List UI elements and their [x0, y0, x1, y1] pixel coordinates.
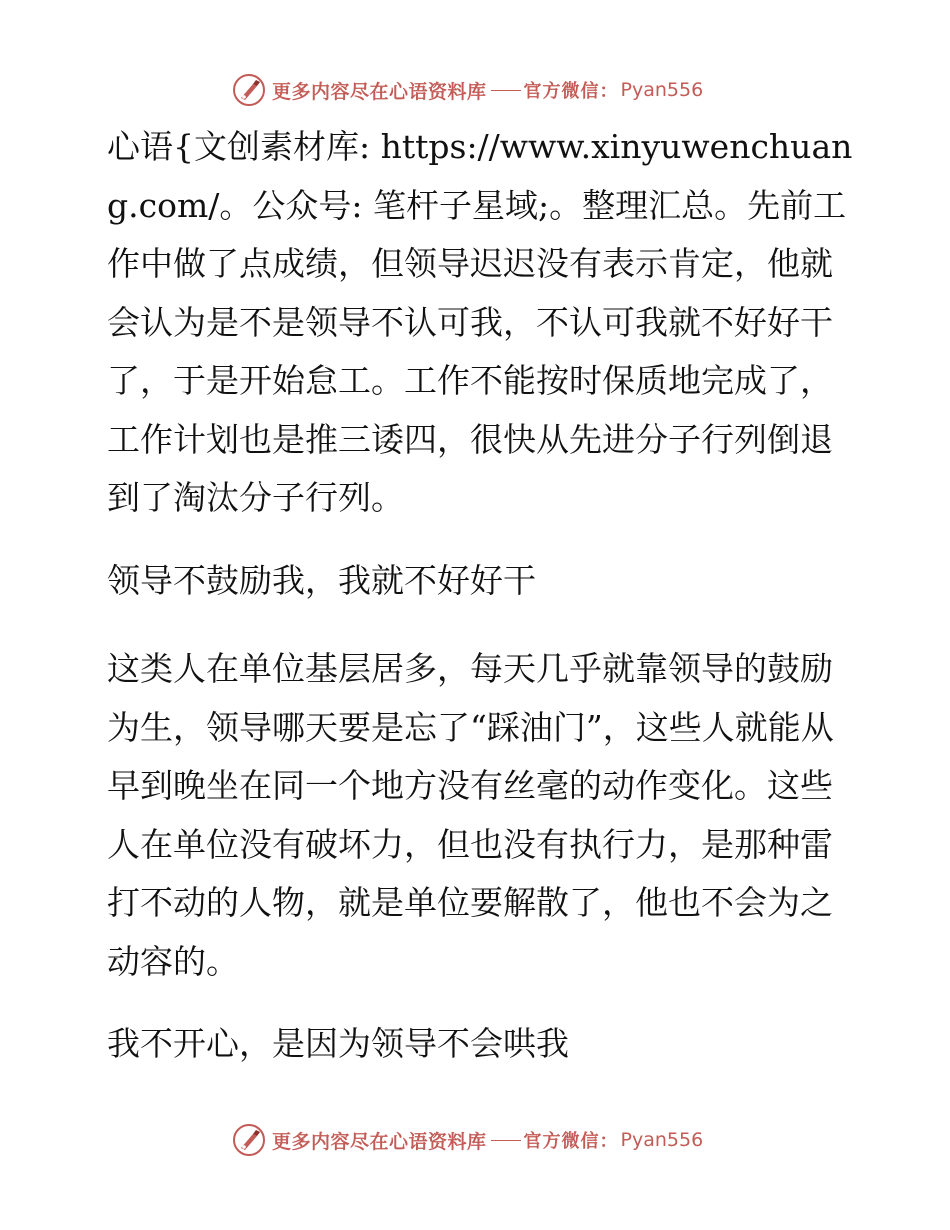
watermark-brand: 更多内容尽在心语资料库: [272, 1130, 487, 1153]
watermark-wechat-id: Pyan556: [620, 1129, 704, 1151]
pen-logo-icon: [232, 1123, 266, 1157]
watermark-official: 官方微信：: [523, 1131, 619, 1152]
paragraph-section-1: 这类人在单位基层居多，每天几乎就靠领导的鼓励为生，领导哪天要是忘了“踩油门”，这些人就能从早到晚坐在同一个地方没有丝毫的动作变化。这些人在单位没有破坏力，但也没有执行力，是那种雷打不动的人物，就是单位要解散了，他也不会为之动容的。: [107, 649, 834, 981]
watermark-dash: [491, 1140, 521, 1141]
section-heading-1: 领导不鼓励我，我就不好好干: [107, 560, 536, 600]
watermark-dash: [491, 90, 521, 91]
document-body: [97, 118, 857, 1074]
header-watermark: [232, 70, 703, 110]
paragraph-intro: 心语{文创素材库: https://www.xinyuwenchuang.com/。公众号: 笔杆子星域;。整理汇总。先前工作中做了点成绩，但领导迟迟没有表示肯定，他就会认为是不是领导不认可我，不认可我就不好好干了，于是开始怠工。工作不能按时保质地完成了，工作计划也是推三诿四，很快从先进分子行列倒退到了淘汰分子行列。: [107, 127, 853, 517]
pen-logo-icon: [232, 73, 266, 107]
watermark-brand: 更多内容尽在心语资料库: [272, 80, 487, 103]
section-heading-2: 我不开心，是因为领导不会哄我: [107, 1024, 569, 1063]
watermark-official: 官方微信：: [523, 81, 619, 102]
footer-watermark: [232, 1120, 703, 1160]
watermark-wechat-id: Pyan556: [620, 79, 704, 101]
